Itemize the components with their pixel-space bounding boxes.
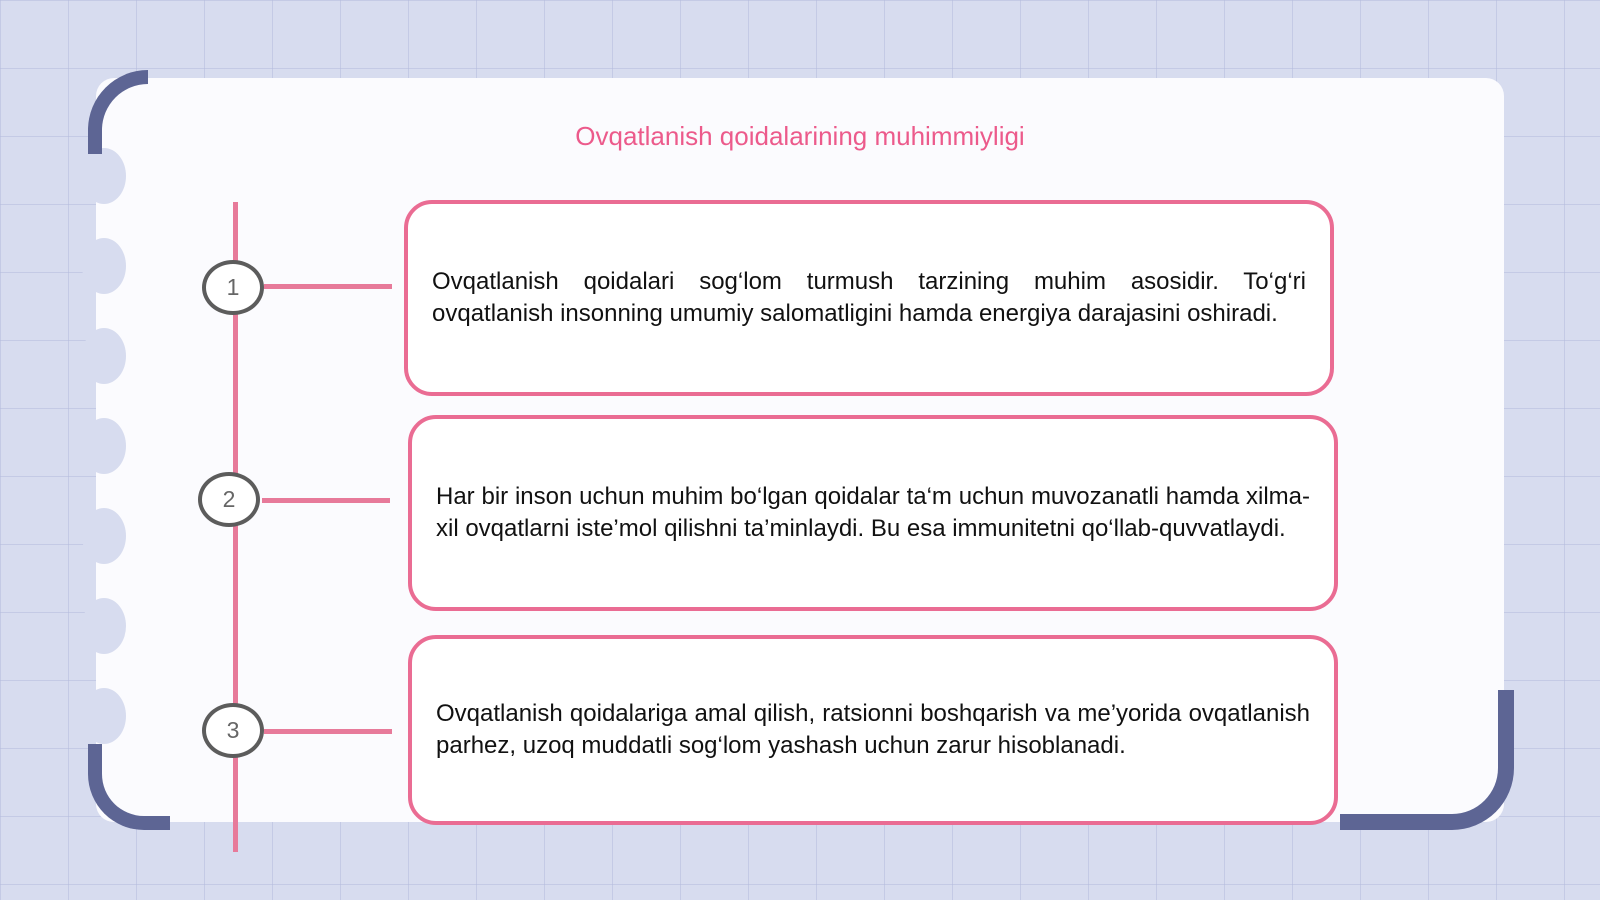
info-card-text: Ovqatlanish qoidalariga amal qilish, ratsionni boshqarish va me’yorida ovqatlanish parhez, uzoq muddatli sog‘lom yashash uchun zarur hisoblanadi. bbox=[436, 700, 1310, 759]
corner-bracket-bottom-right bbox=[1340, 690, 1514, 830]
info-card-1 bbox=[404, 200, 1334, 396]
paper-scallop bbox=[82, 418, 126, 474]
info-card-2 bbox=[408, 415, 1338, 611]
paper-scallop bbox=[82, 688, 126, 744]
step-number-1: 1 bbox=[202, 260, 264, 315]
timeline-connector-2 bbox=[262, 498, 390, 503]
paper-scallop bbox=[82, 598, 126, 654]
paper-scallop bbox=[82, 148, 126, 204]
info-card-3 bbox=[408, 635, 1338, 825]
info-card-text: Har bir inson uchun muhim bo‘lgan qoidalar ta‘m uchun muvozanatli hamda xilma-xil ovqatlarni iste’mol qilishni ta’minlaydi. Bu esa immunitetni qo‘llab-quvvatlaydi. bbox=[436, 483, 1310, 542]
info-card-text: Ovqatlanish qoidalari sog‘lom turmush tarzining muhim asosidir. To‘g‘ri ovqatlanish insonning umumiy salomatligini hamda energiya darajasini oshiradi. bbox=[432, 268, 1306, 327]
step-number-2: 2 bbox=[198, 472, 260, 527]
timeline-connector-3 bbox=[264, 729, 392, 734]
paper-scallop bbox=[82, 328, 126, 384]
corner-bracket-bottom-left bbox=[88, 744, 170, 830]
paper-scallop bbox=[82, 238, 126, 294]
timeline-connector-1 bbox=[264, 284, 392, 289]
paper-scallop bbox=[82, 508, 126, 564]
slide-title: Ovqatlanish qoidalarining muhimmiyligi bbox=[575, 121, 1025, 151]
step-number-3: 3 bbox=[202, 703, 264, 758]
